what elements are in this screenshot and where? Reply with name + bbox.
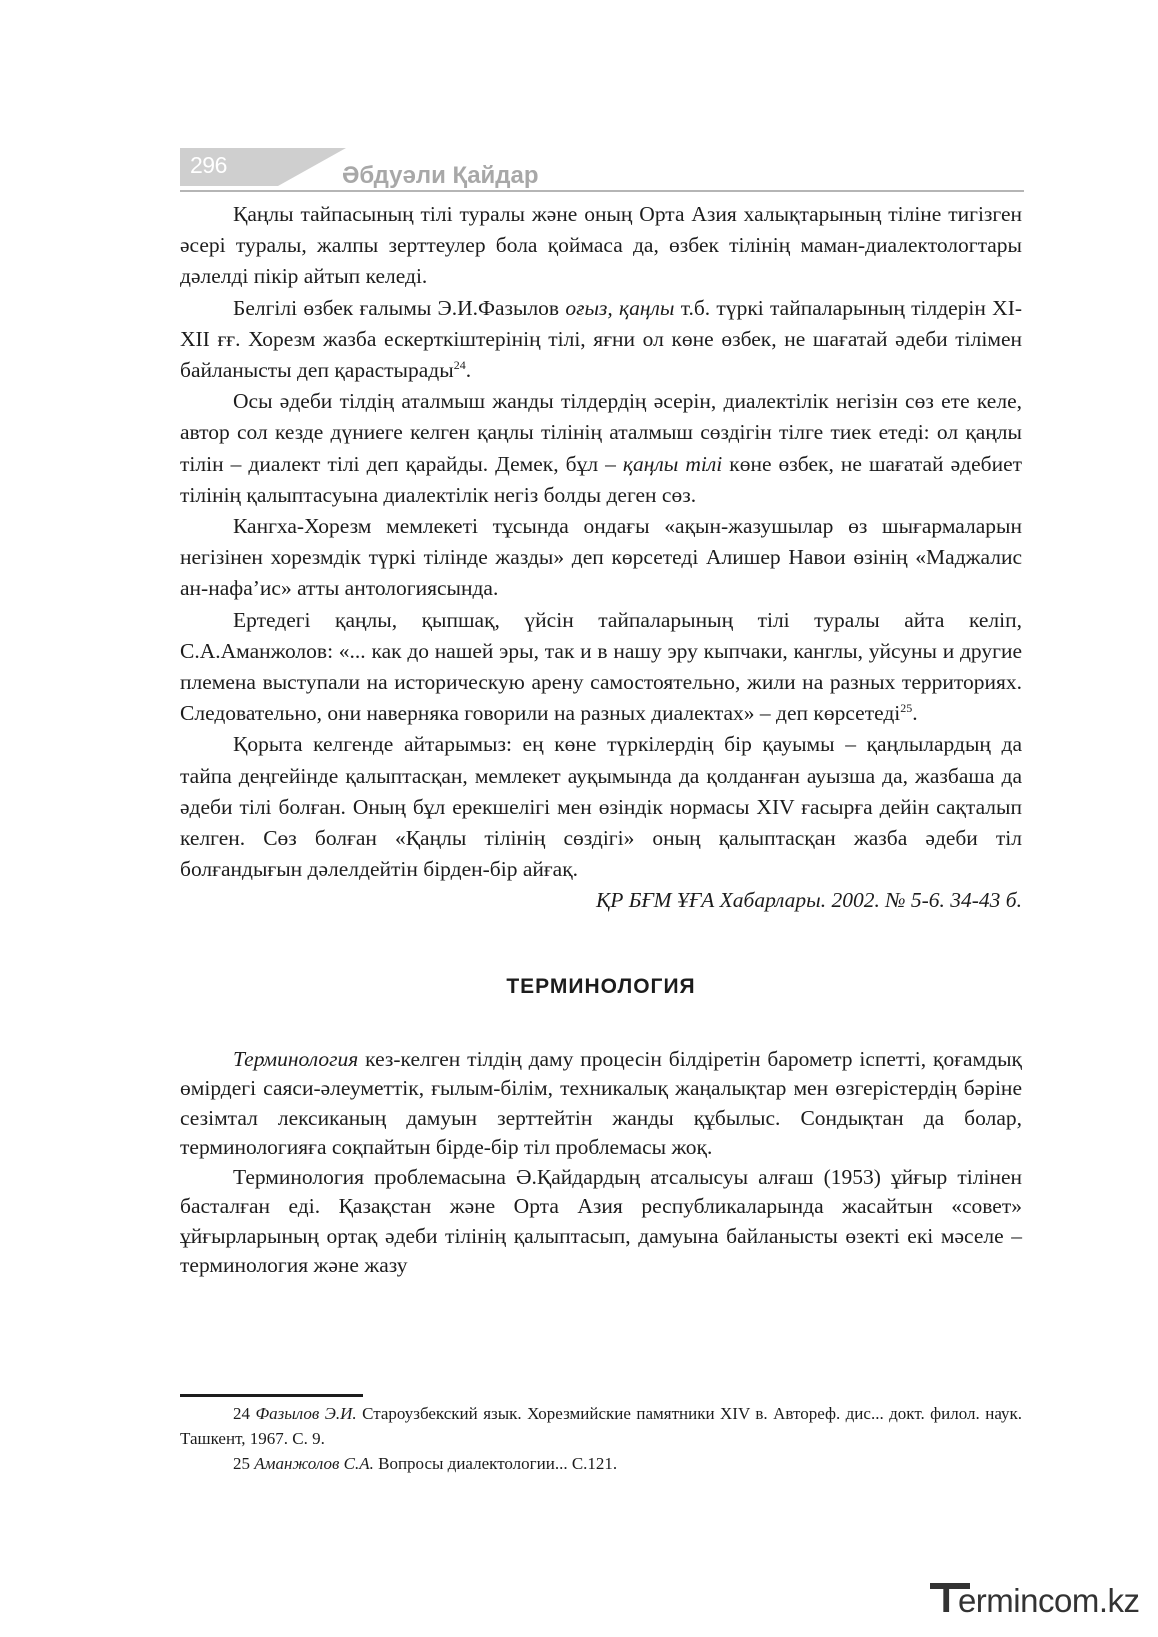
italic-term: қаңлы тілі (622, 451, 723, 476)
running-head: Әбдуәли Қайдар (342, 162, 539, 189)
paragraph-text: Кангха-Хорезм мемлекеті тұсында ондағы «ақын-жазушылар өз шығармаларын негізінен хорезмдік түркі тілінде жазды» деп көрсетеді Алишер Навои өзінің «Маджалис ан-нафа’ис» атты антологиясында. (180, 514, 1022, 601)
footnotes (180, 1401, 1022, 1476)
paragraph-text: Белгілі өзбек ғалымы Э.И.Фазылов (233, 295, 566, 320)
paragraph-text: Қаңлы тайпасының тілі туралы және оның Орта Азия халықтарының тіліне тигізген әсері туралы, жалпы зерттеулер бола қоймаса да, өзбек тілінің маман-диалектологтары дәлелді пікір айтып келеді. (180, 202, 1022, 289)
footnote-number: 24 (233, 1404, 250, 1423)
footnote-ref-24[interactable]: 24 (453, 357, 466, 372)
footnote-24 (180, 1401, 1022, 1451)
logo-letters: erminc (957, 1582, 1054, 1619)
logo-suffix: m.kz (1071, 1582, 1140, 1619)
paragraph-text: . (912, 701, 918, 726)
body-text (180, 199, 1022, 1281)
section-paragraph-1 (180, 1045, 1022, 1163)
paragraph-text: көне өзбек, не шағатай әдебиет тілінің қалыптасуына диалектілік негіз болды деген сөз. (180, 451, 1023, 507)
footnote-25 (180, 1451, 1022, 1476)
paragraph-text: кез-келген тілдің даму процесін білдіретін барометр іспетті, қоғамдық өмірдегі саяси-әлеуметтік, ғылым-білім, техникалық жаңалықтар мен өзгерістердің бәріне сезімтал лексиканың дамуын зерттейтін жанды құбылыс. Сондықтан да болар, терминологияға соқпайтын бірде-бір тіл проблемасы жоқ. (180, 1046, 1022, 1160)
section-body (180, 1045, 1022, 1281)
paragraph-2 (180, 293, 1022, 387)
footnote-text: Вопросы диалектологии... С.121. (378, 1454, 618, 1473)
source-citation: ҚР БҒМ ҰҒА Хабарлары. 2002. № 5-6. 34-43 б. (595, 888, 1022, 913)
logo-letter: T (934, 1577, 958, 1621)
footnote-rule (180, 1394, 363, 1397)
logo-letter-o: o (1053, 1582, 1072, 1619)
footnote-author: Фазылов Э.И. (255, 1404, 357, 1423)
paragraph-3 (180, 386, 1022, 511)
page-header (180, 148, 1024, 193)
page-tab-ramp (278, 148, 346, 186)
italic-term: оғыз, қаңлы (565, 295, 675, 320)
paragraph-6 (180, 729, 1022, 885)
footnote-ref-25[interactable]: 25 (900, 701, 913, 716)
paragraph-5 (180, 605, 1022, 730)
paragraph-text: Терминология проблемасына Ә.Қайдардың атсалысуы алғаш (1953) ұйғыр тілінен басталған еді. Қазақстан және Орта Азия республикаларында жасайтын «совет» ұйғырларының ортақ әдеби тілінің қалыптасып, дамуына байланысты өзекті екі мәселе – терминология және жазу (180, 1164, 1022, 1278)
section-title: ТЕРМИНОЛОГИЯ (506, 974, 696, 998)
footnote-number: 25 (233, 1454, 250, 1473)
section-paragraph-2 (180, 1163, 1022, 1281)
page-number: 296 (190, 152, 227, 178)
logo-text (934, 1577, 1140, 1622)
paragraph-text: . (465, 358, 472, 383)
paragraph-text: Ертедегі қаңлы, қыпшақ, үйсін тайпаларының тілі туралы айта келіп, С.А.Аманжолов: «... как до нашей эры, так и в нашу эру кыпчаки, канглы, уйсуны и другие племена выступали на историческую арену самостоятельно, жили на разных территориях. Следовательно, они наверняка говорили на разных диалектах» – деп көрсетеді (180, 607, 1022, 726)
italic-term: Терминология (233, 1046, 359, 1071)
header-rule (180, 190, 1024, 192)
paragraph-4 (180, 511, 1022, 605)
paragraph-text: Қорыта келгенде айтарымыз: ең көне түркілердің бір қауымы – қаңлылардың да тайпа деңгейінде қалыптасқан, мемлекет ауқымында да қолданған ауызша да, жазбаша да әдеби тілі болған. Оның бұл ерекшелігі мен өзіндік нормасы XIV ғасырға дейін сақталып келген. Сөз болған «Қаңлы тілінің сөздігі» оның қалыптасқан жазба әдеби тіл болғандығын дәлелдейтін бірден-бір айғақ. (180, 732, 1022, 882)
termincom-logo (930, 1575, 1142, 1619)
footnote-text: Староузбекский язык. Хорезмийские памятники XIV в. Автореф. дис... докт. филол. наук. Ташкент, 1967. С. 9. (180, 1404, 1023, 1448)
paragraph-1 (180, 199, 1022, 293)
paragraph-text: Осы әдеби тілдің аталмыш жанды тілдердің әсерін, диалектілік негізін сөз ете келе, автор сол кезде дүниеге келген қаңлы тілінің аталмыш сөздігін тілге тиек етеді: ол қаңлы тілін – диалект тілі деп қарайды. Демек, бұл – (180, 389, 1022, 476)
paragraph-text: т.б. түркі тайпаларының тілдерін XI-XII ғғ. Хорезм жазба ескерткіштерінің тілі, яғни ол көне өзбек, не шағатай әдеби тілімен байланысты деп қарастырады (180, 295, 1023, 383)
footnote-author: Аманжолов С.А. (254, 1454, 374, 1473)
